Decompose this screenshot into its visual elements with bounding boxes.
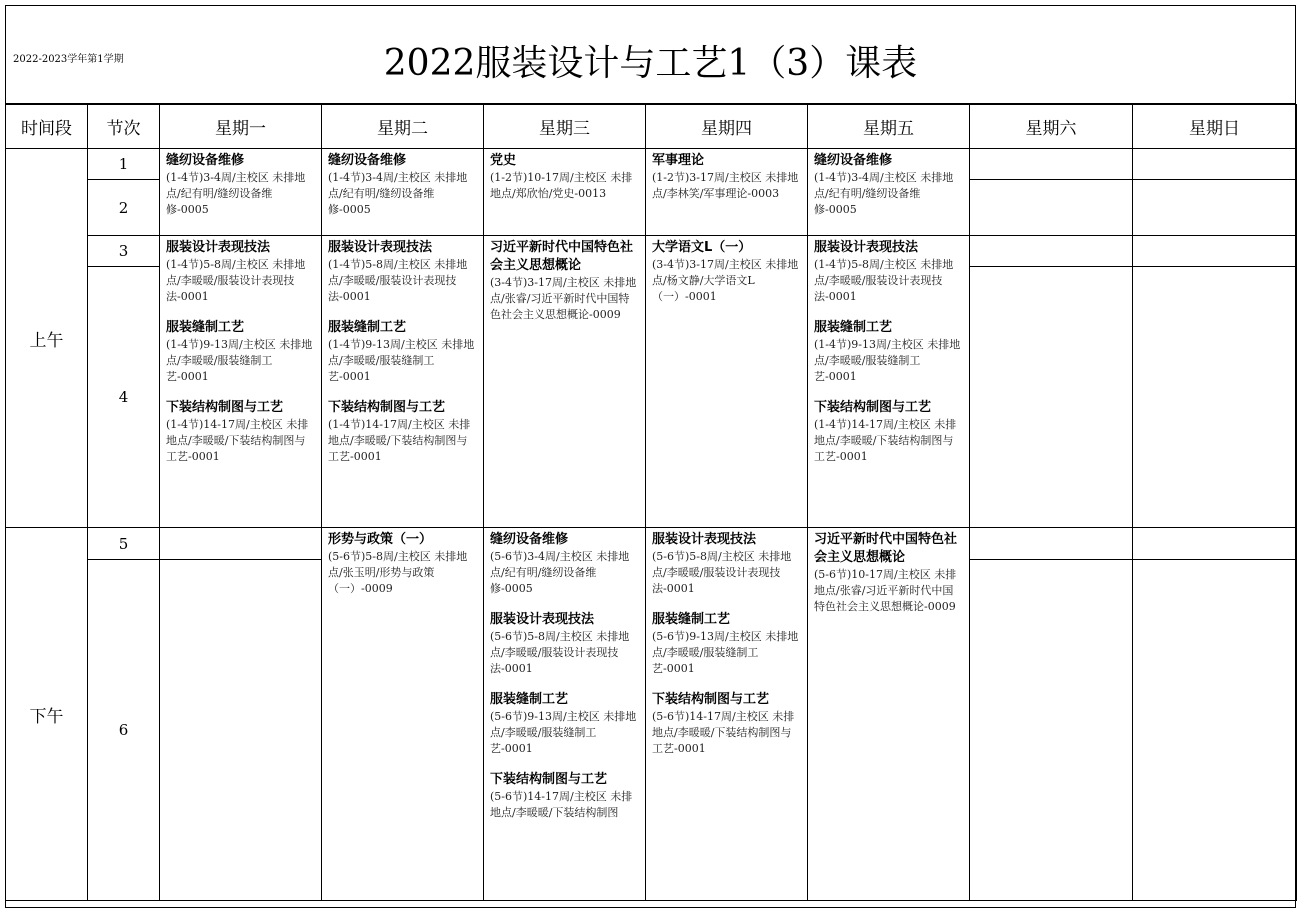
course-name: 服装设计表现技法 <box>814 240 919 255</box>
course-detail: (5-6节)5-8周/主校区 未排地点/张玉明/形势与政策（一）-0009 <box>328 550 468 595</box>
course-detail: (3-4节)3-17周/主校区 未排地点/张睿/习近平新时代中国特色社会主义思想概论-0009 <box>490 276 637 321</box>
slot-tue-pm <box>322 528 484 901</box>
lesson-number: 6 <box>88 560 160 901</box>
col-header-period: 时间段 <box>6 105 88 149</box>
course-name: 形势与政策（一） <box>328 532 433 547</box>
course-detail: (1-4节)5-8周/主校区 未排地点/李暖暖/服装设计表现技法-0001 <box>814 258 954 303</box>
slot-fri-pm <box>808 528 970 901</box>
slot-sat-2 <box>970 180 1133 236</box>
col-header-monday: 星期一 <box>160 105 322 149</box>
course-entry <box>328 531 477 597</box>
course-entry <box>166 399 315 465</box>
col-header-lesson: 节次 <box>88 105 160 149</box>
course-entry <box>814 319 963 385</box>
course-detail: (5-6节)5-8周/主校区 未排地点/李暖暖/服装设计表现技法-0001 <box>652 550 792 595</box>
course-detail: (1-4节)14-17周/主校区 未排地点/李暖暖/下装结构制图与工艺-0001 <box>814 418 957 463</box>
course-name: 服装设计表现技法 <box>490 612 595 627</box>
course-entry <box>328 319 477 385</box>
course-entry <box>652 531 801 597</box>
course-detail: (5-6节)3-4周/主校区 未排地点/纪有明/缝纫设备维修-0005 <box>490 550 630 595</box>
course-entry <box>328 399 477 465</box>
course-entry <box>166 152 315 218</box>
course-entry <box>490 771 639 821</box>
course-entry <box>814 531 963 615</box>
course-entry <box>490 152 639 202</box>
period-morning: 上午 <box>6 149 88 528</box>
slot-sun-1 <box>1133 149 1297 180</box>
lesson-number: 2 <box>88 180 160 236</box>
course-entry <box>814 239 963 305</box>
col-header-wednesday: 星期三 <box>484 105 646 149</box>
course-entry <box>814 399 963 465</box>
col-header-friday: 星期五 <box>808 105 970 149</box>
slot-thu-pm <box>646 528 808 901</box>
col-header-saturday: 星期六 <box>970 105 1133 149</box>
course-name: 服装缝制工艺 <box>814 320 893 335</box>
col-header-sunday: 星期日 <box>1133 105 1297 149</box>
slot-mon-am1 <box>160 149 322 236</box>
slot-sat-4 <box>970 267 1133 528</box>
header-row <box>6 105 1297 149</box>
course-name: 下装结构制图与工艺 <box>814 400 932 415</box>
course-name: 服装设计表现技法 <box>166 240 271 255</box>
semester-label: 2022-2023学年第1学期 <box>13 54 124 65</box>
course-detail: (1-4节)3-4周/主校区 未排地点/纪有明/缝纫设备维修-0005 <box>328 171 468 216</box>
course-name: 服装缝制工艺 <box>328 320 407 335</box>
course-entry <box>490 239 639 323</box>
course-name: 服装缝制工艺 <box>652 612 731 627</box>
slot-fri-am2 <box>808 236 970 528</box>
course-entry <box>166 319 315 385</box>
course-entry <box>652 611 801 677</box>
course-detail: (1-4节)3-4周/主校区 未排地点/纪有明/缝纫设备维修-0005 <box>166 171 306 216</box>
course-name: 缝纫设备维修 <box>490 532 569 547</box>
period-afternoon: 下午 <box>6 528 88 901</box>
course-entry <box>490 611 639 677</box>
slot-sun-6 <box>1133 560 1297 901</box>
slot-wed-pm <box>484 528 646 901</box>
course-name: 缝纫设备维修 <box>814 153 893 168</box>
course-detail: (5-6节)9-13周/主校区 未排地点/李暖暖/服装缝制工艺-0001 <box>490 710 637 755</box>
course-detail: (3-4节)3-17周/主校区 未排地点/杨文静/大学语文L（一）-0001 <box>652 258 799 303</box>
course-detail: (1-4节)9-13周/主校区 未排地点/李暖暖/服装缝制工艺-0001 <box>328 338 475 383</box>
course-detail: (1-4节)9-13周/主校区 未排地点/李暖暖/服装缝制工艺-0001 <box>166 338 313 383</box>
course-name: 军事理论 <box>652 153 705 168</box>
slot-sat-6 <box>970 560 1133 901</box>
lesson-number: 3 <box>88 236 160 267</box>
slot-wed-am1 <box>484 149 646 236</box>
slot-mon-5 <box>160 528 322 560</box>
course-name: 党史 <box>490 153 517 168</box>
slot-sat-1 <box>970 149 1133 180</box>
course-name: 习近平新时代中国特色社会主义思想概论 <box>490 240 634 273</box>
timetable-header <box>5 5 1296 104</box>
slot-sat-3 <box>970 236 1133 267</box>
course-detail: (1-4节)3-4周/主校区 未排地点/纪有明/缝纫设备维修-0005 <box>814 171 954 216</box>
course-name: 下装结构制图与工艺 <box>328 400 446 415</box>
course-name: 服装缝制工艺 <box>166 320 245 335</box>
lesson-row-1 <box>6 149 1297 180</box>
slot-thu-am2 <box>646 236 808 528</box>
course-detail: (5-6节)10-17周/主校区 未排地点/张睿/习近平新时代中国特色社会主义思想概论-0009 <box>814 568 957 613</box>
course-name: 下装结构制图与工艺 <box>652 692 770 707</box>
slot-thu-am1 <box>646 149 808 236</box>
lesson-row-3 <box>6 236 1297 267</box>
course-detail: (5-6节)14-17周/主校区 未排地点/李暖暖/下装结构制图 <box>490 790 633 819</box>
course-entry <box>652 152 801 202</box>
slot-sun-5 <box>1133 528 1297 560</box>
page-title: 2022服装设计与工艺1（3）课表 <box>383 43 918 84</box>
timetable-grid <box>5 104 1297 901</box>
course-entry <box>328 152 477 218</box>
slot-mon-am2 <box>160 236 322 528</box>
slot-tue-am1 <box>322 149 484 236</box>
course-name: 服装设计表现技法 <box>328 240 433 255</box>
course-name: 习近平新时代中国特色社会主义思想概论 <box>814 532 958 565</box>
col-header-thursday: 星期四 <box>646 105 808 149</box>
course-detail: (1-4节)9-13周/主校区 未排地点/李暖暖/服装缝制工艺-0001 <box>814 338 961 383</box>
course-entry <box>166 239 315 305</box>
course-entry <box>490 691 639 757</box>
course-detail: (5-6节)14-17周/主校区 未排地点/李暖暖/下装结构制图与工艺-0001 <box>652 710 795 755</box>
slot-sun-2 <box>1133 180 1297 236</box>
course-name: 服装缝制工艺 <box>490 692 569 707</box>
course-detail: (1-2节)3-17周/主校区 未排地点/李林笑/军事理论-0003 <box>652 171 799 200</box>
slot-sun-3 <box>1133 236 1297 267</box>
course-name: 缝纫设备维修 <box>166 153 245 168</box>
course-name: 缝纫设备维修 <box>328 153 407 168</box>
course-detail: (1-2节)10-17周/主校区 未排地点/郑欣怡/党史-0013 <box>490 171 633 200</box>
course-detail: (5-6节)5-8周/主校区 未排地点/李暖暖/服装设计表现技法-0001 <box>490 630 630 675</box>
course-name: 大学语文L（一） <box>652 240 752 255</box>
slot-fri-am1 <box>808 149 970 236</box>
course-detail: (1-4节)5-8周/主校区 未排地点/李暖暖/服装设计表现技法-0001 <box>166 258 306 303</box>
slot-sat-5 <box>970 528 1133 560</box>
slot-tue-am2 <box>322 236 484 528</box>
course-detail: (1-4节)14-17周/主校区 未排地点/李暖暖/下装结构制图与工艺-0001 <box>166 418 309 463</box>
course-name: 下装结构制图与工艺 <box>490 772 608 787</box>
lesson-number: 1 <box>88 149 160 180</box>
course-entry <box>490 531 639 597</box>
course-name: 下装结构制图与工艺 <box>166 400 284 415</box>
lesson-number: 5 <box>88 528 160 560</box>
slot-wed-am2 <box>484 236 646 528</box>
course-detail: (1-4节)14-17周/主校区 未排地点/李暖暖/下装结构制图与工艺-0001 <box>328 418 471 463</box>
course-entry <box>652 691 801 757</box>
course-name: 服装设计表现技法 <box>652 532 757 547</box>
slot-mon-6 <box>160 560 322 901</box>
course-entry <box>814 152 963 218</box>
slot-sun-4 <box>1133 267 1297 528</box>
course-entry <box>328 239 477 305</box>
lesson-number: 4 <box>88 267 160 528</box>
course-detail: (5-6节)9-13周/主校区 未排地点/李暖暖/服装缝制工艺-0001 <box>652 630 799 675</box>
col-header-tuesday: 星期二 <box>322 105 484 149</box>
course-detail: (1-4节)5-8周/主校区 未排地点/李暖暖/服装设计表现技法-0001 <box>328 258 468 303</box>
course-entry <box>652 239 801 305</box>
lesson-row-5 <box>6 528 1297 560</box>
